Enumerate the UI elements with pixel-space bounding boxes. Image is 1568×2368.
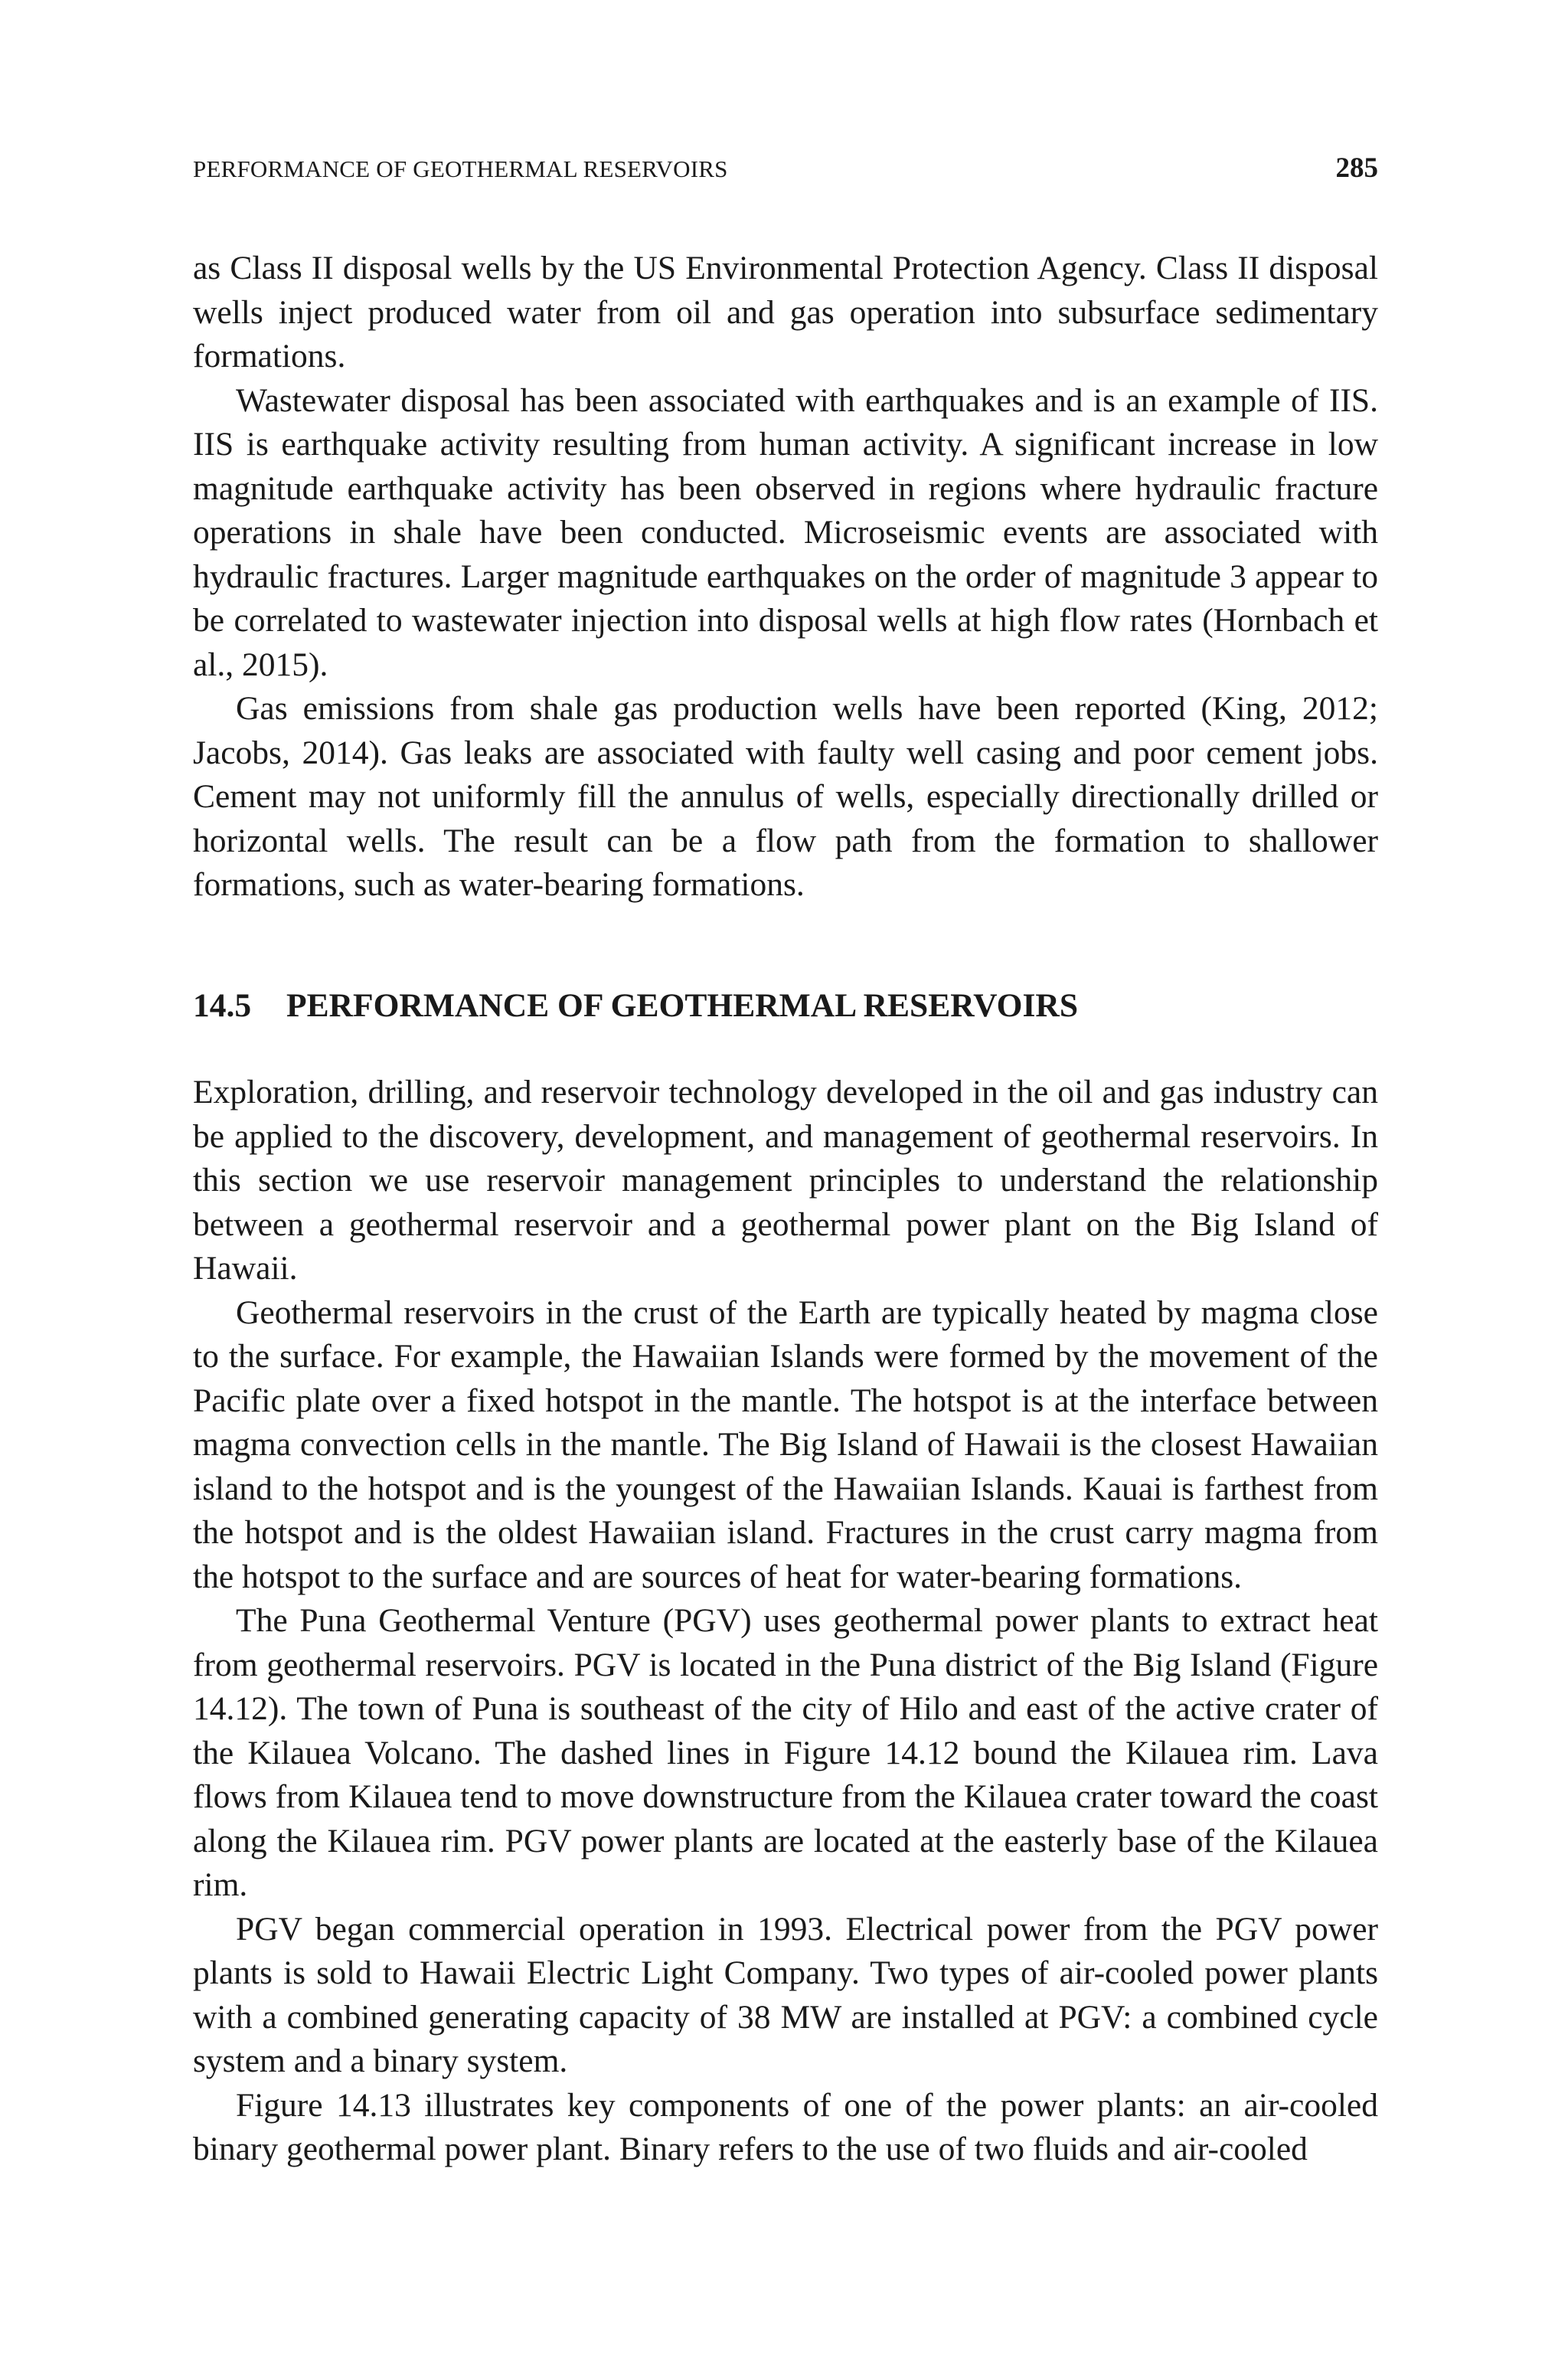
paragraph: Figure 14.13 illustrates key components of one of the power plants: an air-cooled binary geothermal power plant. Binary refers to the use of two fluids and air-cooled	[193, 2086, 1378, 2167]
paragraph: Wastewater disposal has been associated with earthquakes and is an example of IIS. IIS is earthquake activity resulting from human activity. A significant increase in low magnitude earthquake activity has been observed in regions where hydraulic fracture operations in shale have been conducted. Microseismic events are associated with hydraulic fractures. Larger magnitude earthquakes on the order of magnitude 3 appear to be correlated to wastewater injection into disposal wells at high flow rates (Hornbach et al., 2015).	[193, 381, 1378, 683]
running-head	[193, 152, 1378, 188]
paragraph: PGV began commercial operation in 1993. Electrical power from the PGV power plants is sold to Hawaii Electric Light Company. Two types of air-cooled power plants with a combined generating capacity of 38 MW are installed at PGV: a combined cycle system and a binary system.	[193, 1910, 1378, 2079]
section-number: 14.5	[193, 986, 252, 1024]
paragraph: Geothermal reservoirs in the crust of the Earth are typically heated by magma close to the surface. For example, the Hawaiian Islands were formed by the movement of the Pacific plate over a fixed hotspot in the mantle. The hotspot is at the interface between magma convection cells in the mantle. The Big Island of Hawaii is the closest Hawaiian island to the hotspot and is the youngest of the Hawaiian Islands. Kauai is farthest from the hotspot and is the oldest Hawaiian island. Fractures in the crust carry magma from the hotspot to the surface and are sources of heat for water-bearing formations.	[193, 1294, 1378, 1595]
page	[193, 152, 1378, 2172]
paragraph: The Puna Geothermal Venture (PGV) uses geothermal power plants to extract heat from geothermal reservoirs. PGV is located in the Puna district of the Big Island (Figure 14.12). The town of Puna is southeast of the city of Hilo and east of the active crater of the Kilauea Volcano. The dashed lines in Figure 14.12 bound the Kilauea rim. Lava flows from Kilauea tend to move downstructure from the Kilauea crater toward the coast along the Kilauea rim. PGV power plants are located at the easterly base of the Kilauea rim.	[193, 1602, 1378, 1903]
page-number: 285	[1335, 152, 1378, 184]
paragraph: as Class II disposal wells by the US Environmental Protection Agency. Class II disposal wells inject produced water from oil and gas operation into subsurface sedimentary formations.	[193, 250, 1378, 374]
section-title: PERFORMANCE OF GEOTHERMAL RESERVOIRS	[286, 986, 1079, 1024]
running-title: PERFORMANCE OF GEOTHERMAL RESERVOIRS	[193, 155, 728, 182]
paragraph: Exploration, drilling, and reservoir technology developed in the oil and gas industry can be applied to the discovery, development, and management of geothermal reservoirs. In this section we use reservoir management principles to understand the relationship between a geothermal reservoir and a geothermal power plant on the Big Island of Hawaii.	[193, 1074, 1378, 1287]
body-text	[193, 247, 1378, 2172]
paragraph: Gas emissions from shale gas production wells have been reported (King, 2012; Jacobs, 2014). Gas leaks are associated with faulty well casing and poor cement jobs. Cement may not uniformly fill the annulus of wells, especially directionally drilled or horizontal wells. The result can be a flow path from the formation to shallower formations, such as water-bearing formations.	[193, 690, 1378, 903]
section-heading	[193, 984, 1378, 1029]
